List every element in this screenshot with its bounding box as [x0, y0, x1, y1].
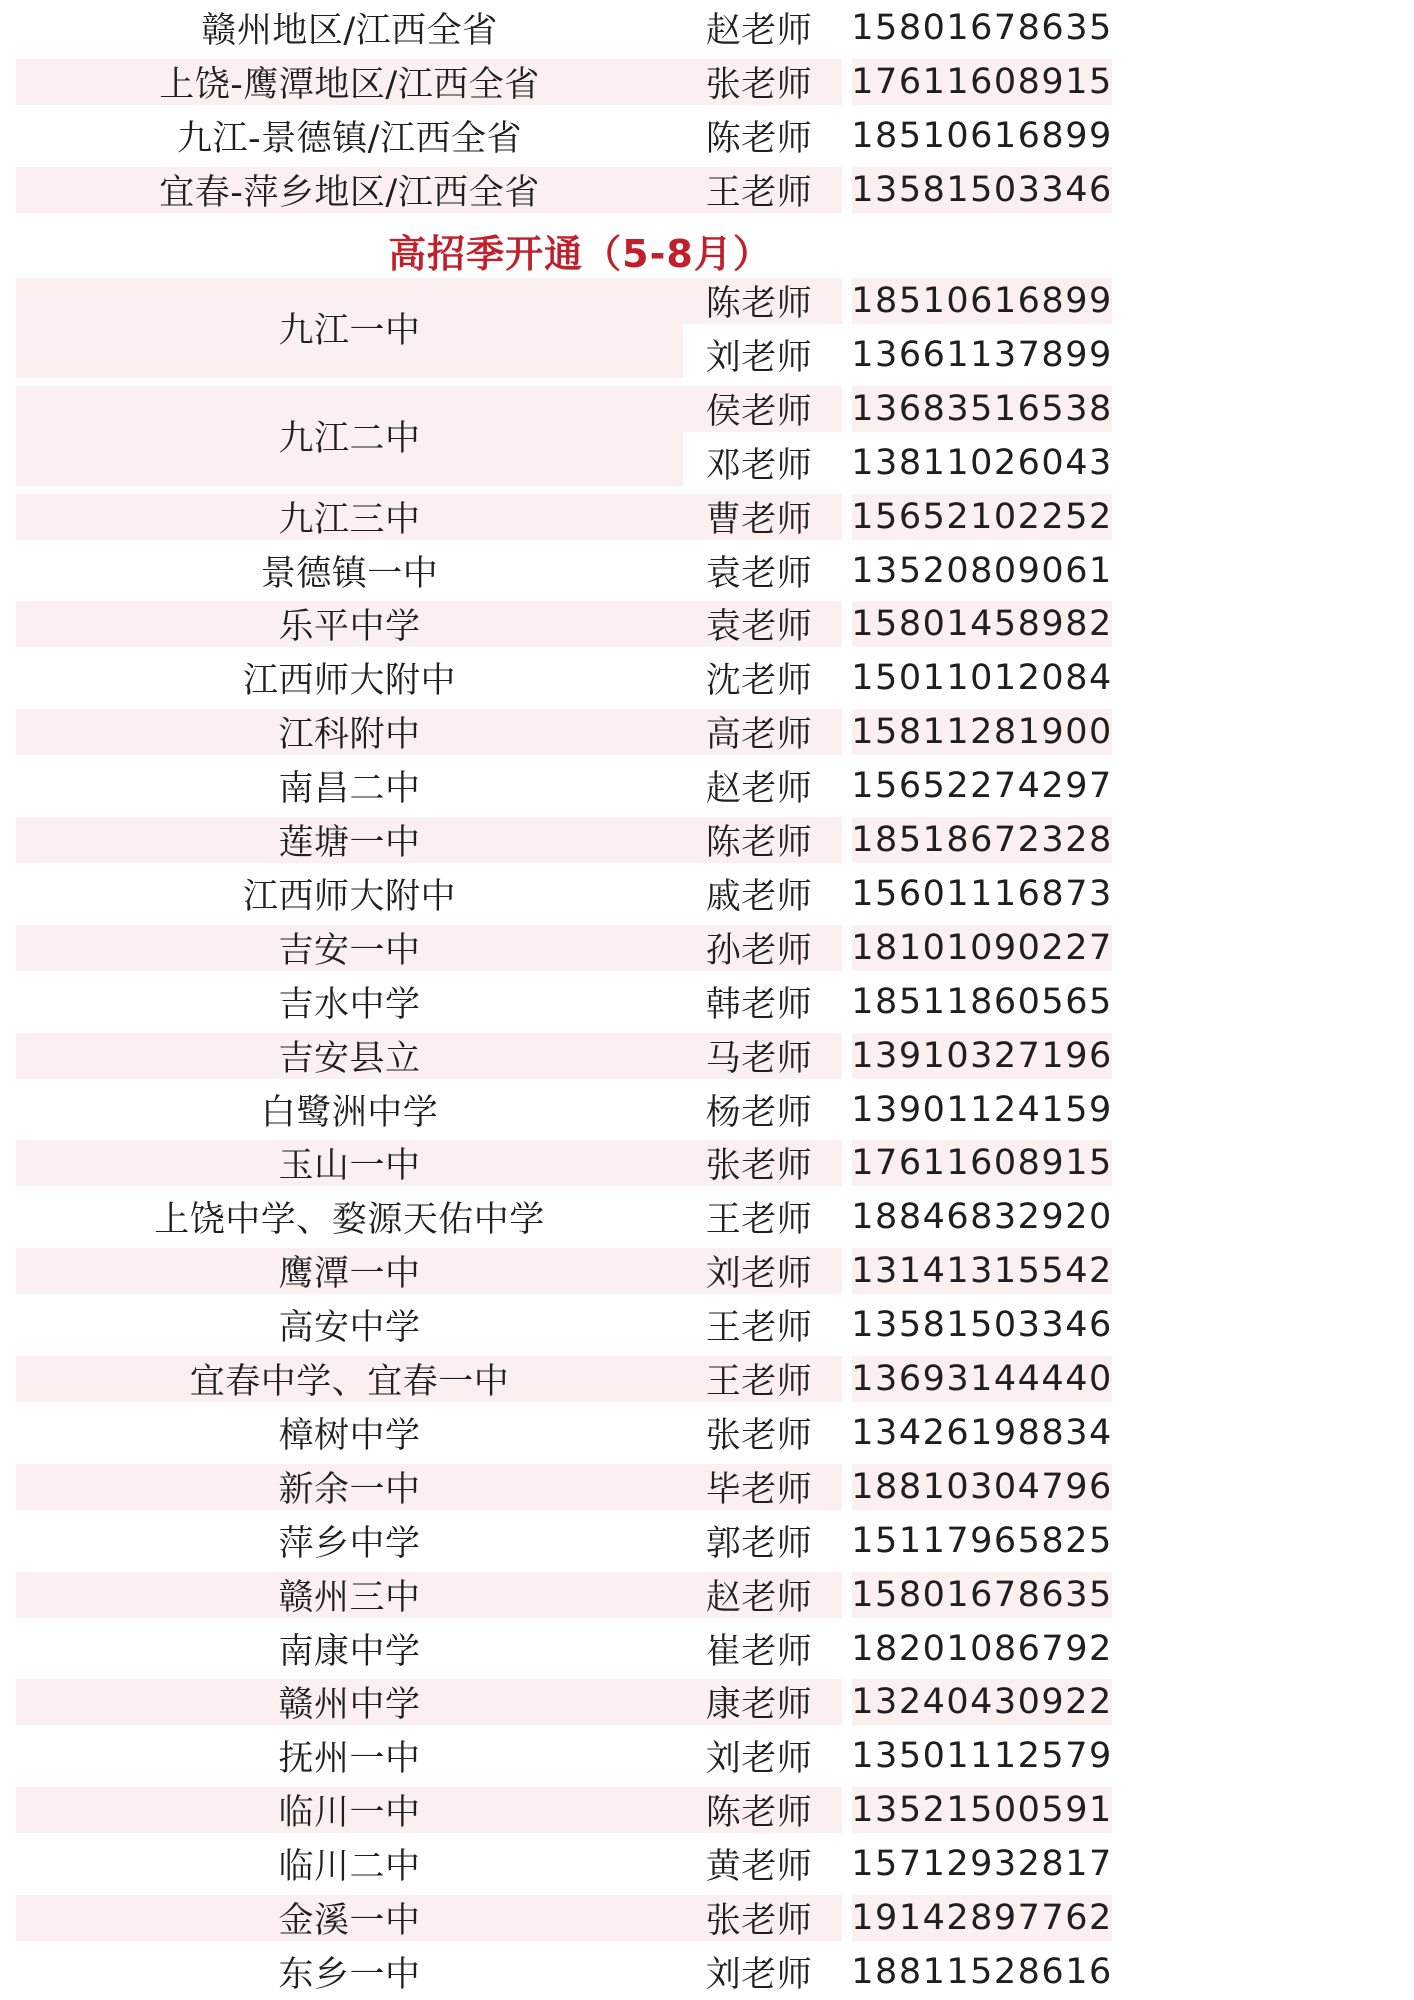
teacher-name: 戚老师	[705, 876, 813, 917]
teacher-name: 赵老师	[705, 769, 813, 810]
school-name: 白鹭洲中学	[260, 1092, 439, 1133]
school-name: 莲塘一中	[16, 817, 683, 863]
school-name: 上饶中学、婺源天佑中学	[154, 1200, 545, 1241]
teacher-name: 陈老师	[676, 278, 842, 324]
phone-number: 15712932817	[851, 1844, 1113, 1885]
school-name: 南康中学	[278, 1631, 421, 1672]
school-name: 吉安一中	[16, 925, 683, 971]
phone-number: 13521500591	[852, 1787, 1112, 1833]
teacher-name: 曹老师	[676, 494, 842, 540]
phone-number: 15652274297	[851, 766, 1113, 807]
phone-number: 15652102252	[852, 494, 1112, 540]
school-name: 江科附中	[16, 709, 683, 755]
phone-number: 13501112579	[851, 1736, 1113, 1777]
teacher-name: 赵老师	[676, 1572, 842, 1618]
teacher-name: 侯老师	[676, 386, 842, 432]
school-name: 九江三中	[16, 494, 683, 540]
school-name: 南昌二中	[278, 769, 421, 810]
teacher-name: 王老师	[676, 1356, 842, 1402]
phone-number: 18201086792	[851, 1628, 1113, 1669]
teacher-name: 郭老师	[705, 1523, 813, 1564]
school-name: 萍乡中学	[278, 1523, 421, 1564]
phone-number: 18846832920	[851, 1197, 1113, 1238]
phone-number: 13910327196	[852, 1033, 1112, 1079]
region-name: 赣州地区/江西全省	[201, 11, 498, 51]
school-name: 吉水中学	[278, 984, 421, 1025]
teacher-name: 张老师	[676, 59, 842, 105]
teacher-name: 刘老师	[705, 337, 813, 378]
teacher-name: 张老师	[676, 1140, 842, 1186]
region-name: 宜春-萍乡地区/江西全省	[16, 167, 683, 213]
teacher-name: 张老师	[676, 1895, 842, 1941]
region-name: 上饶-鹰潭地区/江西全省	[16, 59, 683, 105]
phone-number: 13901124159	[851, 1089, 1113, 1130]
phone-number: 15801458982	[852, 601, 1112, 647]
teacher-name: 黄老师	[705, 1847, 813, 1888]
teacher-name: 韩老师	[705, 984, 813, 1025]
school-name: 玉山一中	[16, 1140, 683, 1186]
teacher-name: 王老师	[705, 1200, 813, 1241]
teacher-name: 刘老师	[676, 1248, 842, 1294]
teacher-name: 高老师	[676, 709, 842, 755]
phone-number: 15811281900	[852, 709, 1112, 755]
phone-number: 15011012084	[851, 658, 1113, 699]
phone-number: 18511860565	[851, 981, 1113, 1022]
phone-number: 13661137899	[851, 334, 1113, 375]
teacher-name: 陈老师	[676, 1787, 842, 1833]
teacher-name: 杨老师	[705, 1092, 813, 1133]
phone-number: 15117965825	[851, 1520, 1113, 1561]
teacher-name: 王老师	[705, 1308, 813, 1349]
school-name: 乐平中学	[16, 601, 683, 647]
phone-number: 13240430922	[852, 1679, 1112, 1725]
school-name: 临川二中	[278, 1847, 421, 1888]
school-name: 吉安县立	[16, 1033, 683, 1079]
school-name: 江西师大附中	[242, 661, 456, 702]
region-name: 九江-景德镇/江西全省	[177, 118, 522, 159]
school-name: 临川一中	[16, 1787, 683, 1833]
teacher-name: 陈老师	[676, 817, 842, 863]
school-name: 九江二中	[16, 386, 683, 486]
phone-number: 13581503346	[851, 1305, 1113, 1346]
phone-number: 15801678635	[851, 8, 1113, 48]
phone-number: 13693144440	[852, 1356, 1112, 1402]
phone-number: 13141315542	[852, 1248, 1112, 1294]
phone-number: 17611608915	[852, 1140, 1112, 1186]
phone-number: 13520809061	[851, 550, 1113, 591]
phone-number: 13811026043	[851, 442, 1113, 483]
teacher-name: 刘老师	[705, 1954, 813, 1995]
school-name: 樟树中学	[278, 1415, 421, 1456]
teacher-name: 袁老师	[676, 601, 842, 647]
phone-number: 18810304796	[852, 1464, 1112, 1510]
school-name: 新余一中	[16, 1464, 683, 1510]
school-name: 金溪一中	[16, 1895, 683, 1941]
teacher-name: 沈老师	[705, 661, 813, 702]
school-name: 景德镇一中	[260, 553, 439, 594]
school-name: 江西师大附中	[242, 876, 456, 917]
section-title: 高招季开通（5-8月）	[388, 231, 772, 276]
phone-number: 13426198834	[851, 1412, 1113, 1453]
teacher-name: 陈老师	[705, 118, 813, 159]
teacher-name: 张老师	[705, 1415, 813, 1456]
phone-number: 18101090227	[852, 925, 1112, 971]
school-name: 赣州三中	[16, 1572, 683, 1618]
phone-number: 13683516538	[852, 386, 1112, 432]
teacher-name: 崔老师	[705, 1631, 813, 1672]
phone-number: 19142897762	[852, 1895, 1112, 1941]
teacher-name: 刘老师	[705, 1739, 813, 1780]
phone-number: 18510616899	[852, 278, 1112, 324]
school-name: 高安中学	[278, 1308, 421, 1349]
teacher-name: 王老师	[676, 167, 842, 213]
teacher-name: 袁老师	[705, 553, 813, 594]
phone-number: 15801678635	[852, 1572, 1112, 1618]
school-name: 东乡一中	[278, 1954, 421, 1995]
school-name: 赣州中学	[16, 1679, 683, 1725]
teacher-name: 邓老师	[705, 445, 813, 486]
school-name: 九江一中	[16, 278, 683, 378]
phone-number: 17611608915	[852, 59, 1112, 105]
teacher-name: 赵老师	[705, 11, 813, 51]
teacher-name: 马老师	[676, 1033, 842, 1079]
teacher-name: 康老师	[676, 1679, 842, 1725]
school-name: 鹰潭一中	[16, 1248, 683, 1294]
school-name: 宜春中学、宜春一中	[16, 1356, 683, 1402]
teacher-name: 毕老师	[676, 1464, 842, 1510]
phone-number: 13581503346	[852, 167, 1112, 213]
phone-number: 18518672328	[852, 817, 1112, 863]
phone-number: 18811528616	[851, 1951, 1113, 1992]
phone-number: 18510616899	[851, 115, 1113, 156]
teacher-name: 孙老师	[676, 925, 842, 971]
phone-number: 15601116873	[851, 873, 1113, 914]
school-name: 抚州一中	[278, 1739, 421, 1780]
